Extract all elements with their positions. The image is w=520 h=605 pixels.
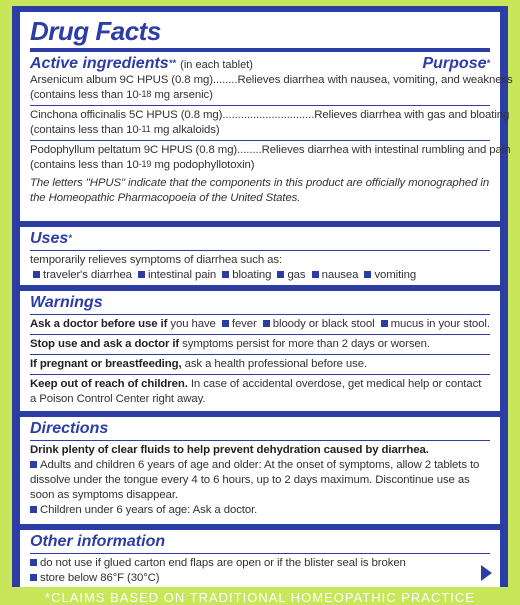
square-bullet-icon — [30, 506, 37, 513]
heading-footnote-mark: ** — [168, 58, 176, 68]
ingredient-note-unit: mg podophyllotoxin) — [151, 159, 255, 171]
square-bullet-icon — [222, 320, 229, 327]
ingredient-note-unit: mg arsenic) — [151, 89, 213, 101]
warning-keep-out — [30, 377, 490, 407]
symptom-item: bloating — [232, 269, 272, 281]
active-ingredients-note: (in each tablet) — [180, 59, 253, 71]
warning-stop-text: symptoms persist for more than 2 days or worsen. — [179, 338, 430, 350]
drug-facts-panel — [12, 6, 513, 587]
square-bullet-icon — [30, 461, 37, 468]
warning-condition: mucus in your stool. — [390, 318, 490, 330]
square-bullet-icon — [30, 559, 37, 566]
uses-footnote-mark: * — [68, 233, 72, 243]
directions-section — [20, 417, 500, 524]
ingredient-note: (contains less than 10 — [30, 159, 139, 171]
square-bullet-icon — [277, 271, 284, 278]
ingredient-name: Arsenicum album 9C HPUS (0.8 mg)........ — [30, 74, 238, 86]
divider — [30, 105, 490, 106]
ingredient-note-exponent: -11 — [138, 124, 151, 134]
symptom-item: gas — [287, 269, 306, 281]
warning-ask-text: you have — [167, 318, 216, 330]
divider — [30, 374, 490, 375]
directions-children — [30, 503, 490, 518]
ingredient-item — [30, 73, 513, 103]
ingredient-item — [30, 108, 510, 138]
divider — [30, 440, 490, 441]
claims-footer: *CLAIMS BASED ON TRADITIONAL HOMEOPATHIC PRACTICE — [45, 590, 475, 605]
other-info-text: store below 86°F (30°C) — [40, 572, 160, 584]
square-bullet-icon — [138, 271, 145, 278]
divider — [30, 140, 490, 141]
other-info-text: do not use if glued carton end flaps are open or if the blister seal is broken — [40, 557, 406, 569]
warning-keep-label: Keep out of reach of children. — [30, 378, 188, 390]
divider — [30, 250, 490, 251]
other-info-item — [30, 571, 490, 586]
ingredient-note: (contains less than 10 — [30, 89, 139, 101]
active-ingredients-header — [30, 55, 490, 73]
directions-children-text: Children under 6 years of age: Ask a doctor. — [40, 504, 258, 516]
ingredient-note: (contains less than 10 — [30, 124, 139, 136]
directions-adults — [30, 458, 490, 503]
purpose-heading: Purpose — [422, 55, 487, 72]
warnings-heading: Warnings — [30, 294, 103, 311]
ingredient-name: Podophyllum peltatum 9C HPUS (0.8 mg)........ — [30, 144, 262, 156]
divider — [30, 314, 490, 315]
square-bullet-icon — [33, 271, 40, 278]
purpose-footnote-mark: * — [486, 58, 490, 68]
directions-adults-text: Adults and children 6 years of age and older: At the onset of symptoms, allow 2 tablets to dissolve under the tongue every 4 to 6 hours, up to 2 days maximum. Discontinue use as soon as symptoms disappear. — [30, 459, 480, 501]
ingredient-name: Cinchona officinalis 5C HPUS (0.8 mg).............................. — [30, 109, 315, 121]
square-bullet-icon — [364, 271, 371, 278]
ingredient-purpose: Relieves diarrhea with gas and bloating — [314, 109, 510, 121]
square-bullet-icon — [312, 271, 319, 278]
warning-condition: bloody or black stool — [272, 318, 375, 330]
symptom-list — [30, 268, 490, 283]
square-bullet-icon — [30, 574, 37, 581]
warning-keep-text: In case of accidental overdose, get medical help or contact a Poison Control Center right away. — [30, 378, 482, 405]
hpus-note: The letters "HPUS" indicate that the components in this product are officially monographed in the Homeopathic Pharmacopoeia of the United States. — [30, 177, 490, 204]
symptom-item: intestinal pain — [148, 269, 217, 281]
other-information-heading: Other information — [30, 533, 166, 550]
active-ingredients-section — [20, 12, 513, 221]
warnings-section — [20, 291, 500, 411]
ingredient-note-unit: mg alkaloids) — [150, 124, 220, 136]
warning-pregnant-text: ask a health professional before use. — [181, 358, 368, 370]
uses-intro: temporarily relieves symptoms of diarrhea such as: — [30, 254, 283, 266]
next-arrow-icon[interactable] — [481, 565, 492, 581]
divider — [30, 553, 490, 554]
uses-section — [20, 227, 500, 285]
other-information-section — [20, 530, 500, 587]
symptom-item: traveler's diarrhea — [43, 269, 132, 281]
directions-fluids: Drink plenty of clear fluids to help prevent dehydration caused by diarrhea. — [30, 444, 429, 456]
ingredient-note-exponent: -18 — [138, 89, 152, 99]
square-bullet-icon — [263, 320, 270, 327]
warning-stop-use — [30, 337, 490, 352]
warning-ask-label: Ask a doctor before use if — [30, 318, 168, 330]
warning-pregnant-label: If pregnant or breastfeeding, — [30, 358, 182, 370]
title-divider — [30, 48, 490, 52]
warning-ask-doctor — [30, 317, 490, 332]
active-ingredients-heading: Active ingredients — [30, 55, 169, 72]
page-title: Drug Facts — [30, 16, 161, 46]
uses-heading: Uses — [30, 230, 69, 247]
square-bullet-icon — [381, 320, 388, 327]
other-info-item — [30, 556, 490, 571]
symptom-item: nausea — [321, 269, 359, 281]
divider — [30, 334, 490, 335]
divider — [30, 354, 490, 355]
square-bullet-icon — [222, 271, 229, 278]
ingredient-note-exponent: -19 — [138, 159, 152, 169]
warning-condition: fever — [231, 318, 257, 330]
directions-heading: Directions — [30, 420, 109, 437]
ingredient-item — [30, 143, 511, 173]
ingredient-purpose: Relieves diarrhea with nausea, vomiting, and weakness — [237, 74, 513, 86]
warning-pregnant — [30, 357, 490, 372]
ingredient-purpose: Relieves diarrhea with intestinal rumbling and pain — [261, 144, 511, 156]
symptom-item: vomiting — [374, 269, 417, 281]
warning-stop-label: Stop use and ask a doctor if — [30, 338, 180, 350]
